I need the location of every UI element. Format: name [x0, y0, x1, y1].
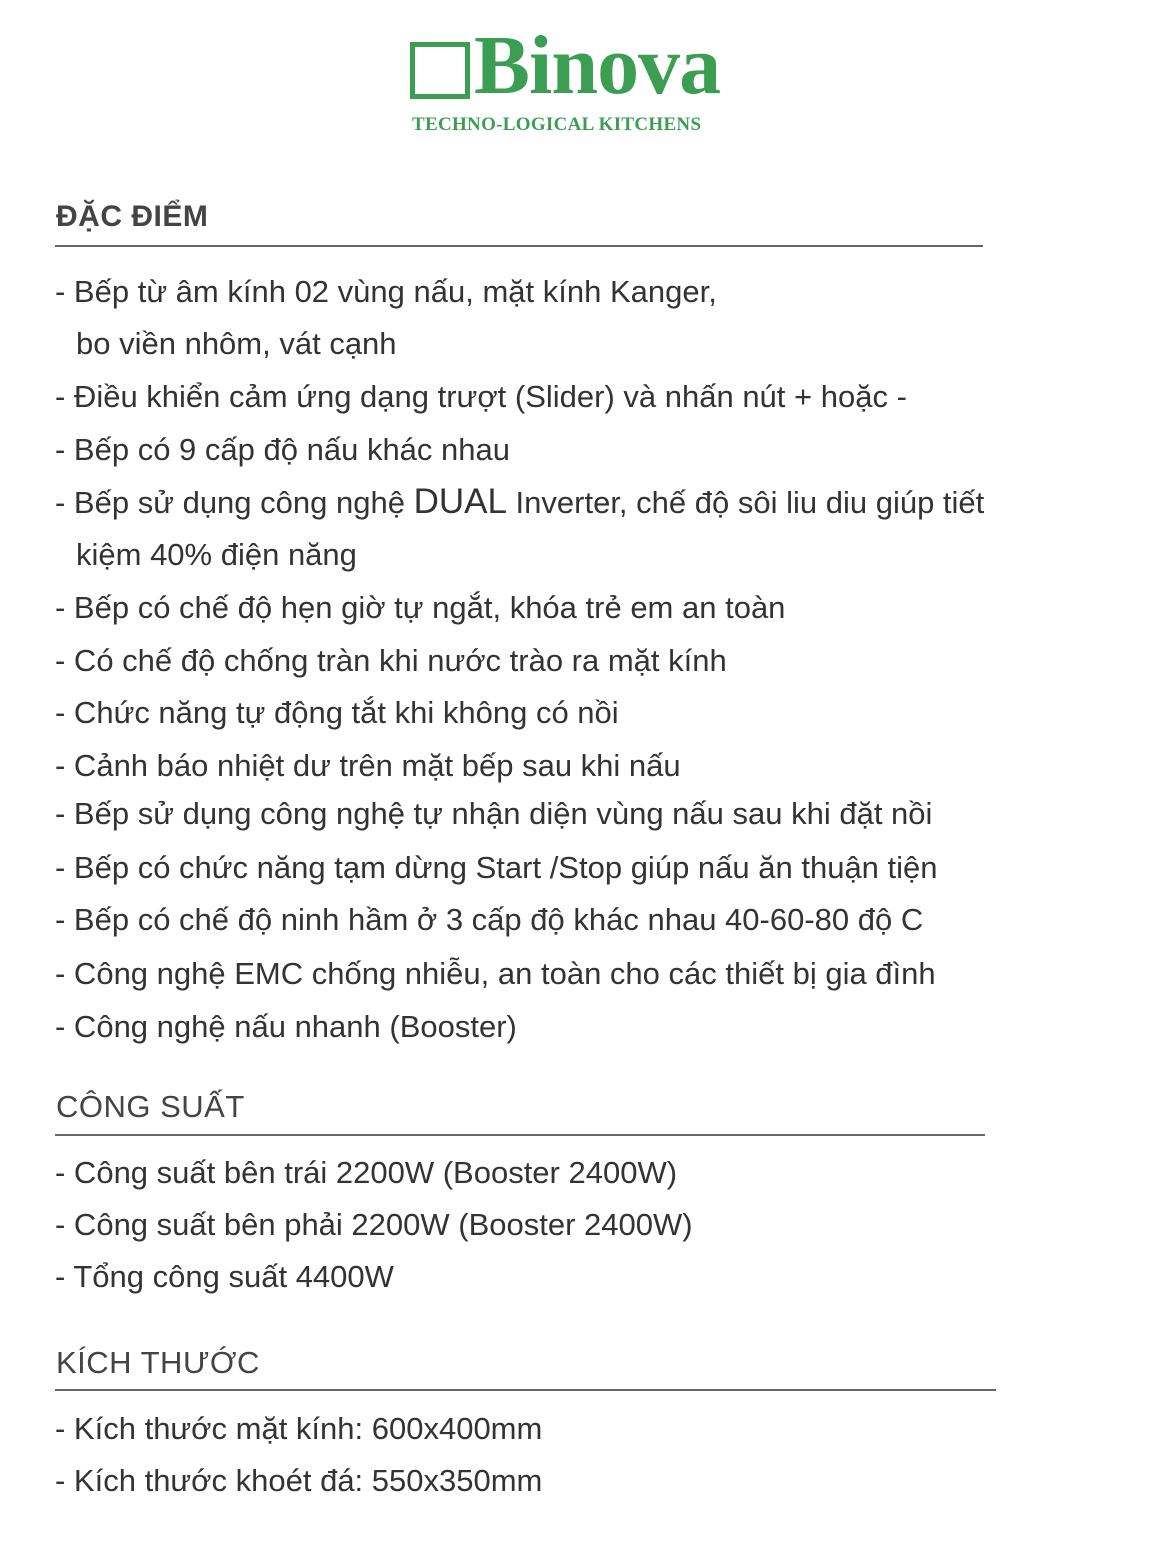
feature-item-continued: bo viền nhôm, vát cạnh — [76, 326, 397, 361]
feature-item: - Bếp có chế độ ninh hầm ở 3 cấp độ khác nhau 40-60-80 độ C — [55, 902, 924, 937]
feature-item-emphasis: DUAL — [413, 482, 507, 521]
power-divider — [55, 1134, 985, 1136]
feature-item: - Bếp sử dụng công nghệ tự nhận diện vùng nấu sau khi đặt nồi — [55, 796, 933, 831]
feature-item: - Có chế độ chống tràn khi nước trào ra mặt kính — [55, 643, 727, 678]
feature-item: - Cảnh báo nhiệt dư trên mặt bếp sau khi nấu — [55, 748, 681, 783]
power-item: - Công suất bên trái 2200W (Booster 2400W) — [55, 1155, 678, 1190]
feature-item: - Bếp có chức năng tạm dừng Start /Stop giúp nấu ăn thuận tiện — [55, 850, 938, 885]
dimensions-heading: KÍCH THƯỚC — [56, 1345, 260, 1380]
power-item: - Tổng công suất 4400W — [55, 1259, 394, 1294]
brand-tagline: TECHNO-LOGICAL KITCHENS — [412, 114, 702, 135]
features-heading: ĐẶC ĐIỂM — [56, 200, 209, 233]
features-divider — [55, 245, 983, 247]
feature-item: - Bếp có chế độ hẹn giờ tự ngắt, khóa trẻ em an toàn — [55, 590, 786, 625]
feature-item-text: - Bếp sử dụng công nghệ — [55, 485, 414, 520]
feature-item: - Công nghệ nấu nhanh (Booster) — [55, 1009, 517, 1044]
brand-name: Binova — [474, 19, 721, 112]
power-item: - Công suất bên phải 2200W (Booster 2400W) — [55, 1207, 693, 1242]
feature-item-text: Inverter, chế độ sôi liu diu giúp tiết — [506, 485, 985, 520]
feature-item — [55, 484, 984, 521]
feature-item: - Công nghệ EMC chống nhiễu, an toàn cho các thiết bị gia đình — [55, 956, 936, 991]
brand-logo — [410, 19, 760, 138]
feature-item: - Chức năng tự động tắt khi không có nồi — [55, 695, 619, 730]
feature-item-continued: kiệm 40% điện năng — [76, 537, 357, 572]
feature-item: - Bếp từ âm kính 02 vùng nấu, mặt kính Kanger, — [55, 274, 717, 309]
dimensions-divider — [55, 1389, 996, 1391]
feature-item: - Điều khiển cảm ứng dạng trượt (Slider) và nhấn nút + hoặc - — [55, 379, 907, 414]
feature-item: - Bếp có 9 cấp độ nấu khác nhau — [55, 432, 510, 467]
dimension-item: - Kích thước khoét đá: 550x350mm — [55, 1463, 543, 1498]
power-heading: CÔNG SUẤT — [56, 1089, 245, 1124]
dimension-item: - Kích thước mặt kính: 600x400mm — [55, 1411, 543, 1446]
logo-square-icon — [410, 42, 470, 99]
